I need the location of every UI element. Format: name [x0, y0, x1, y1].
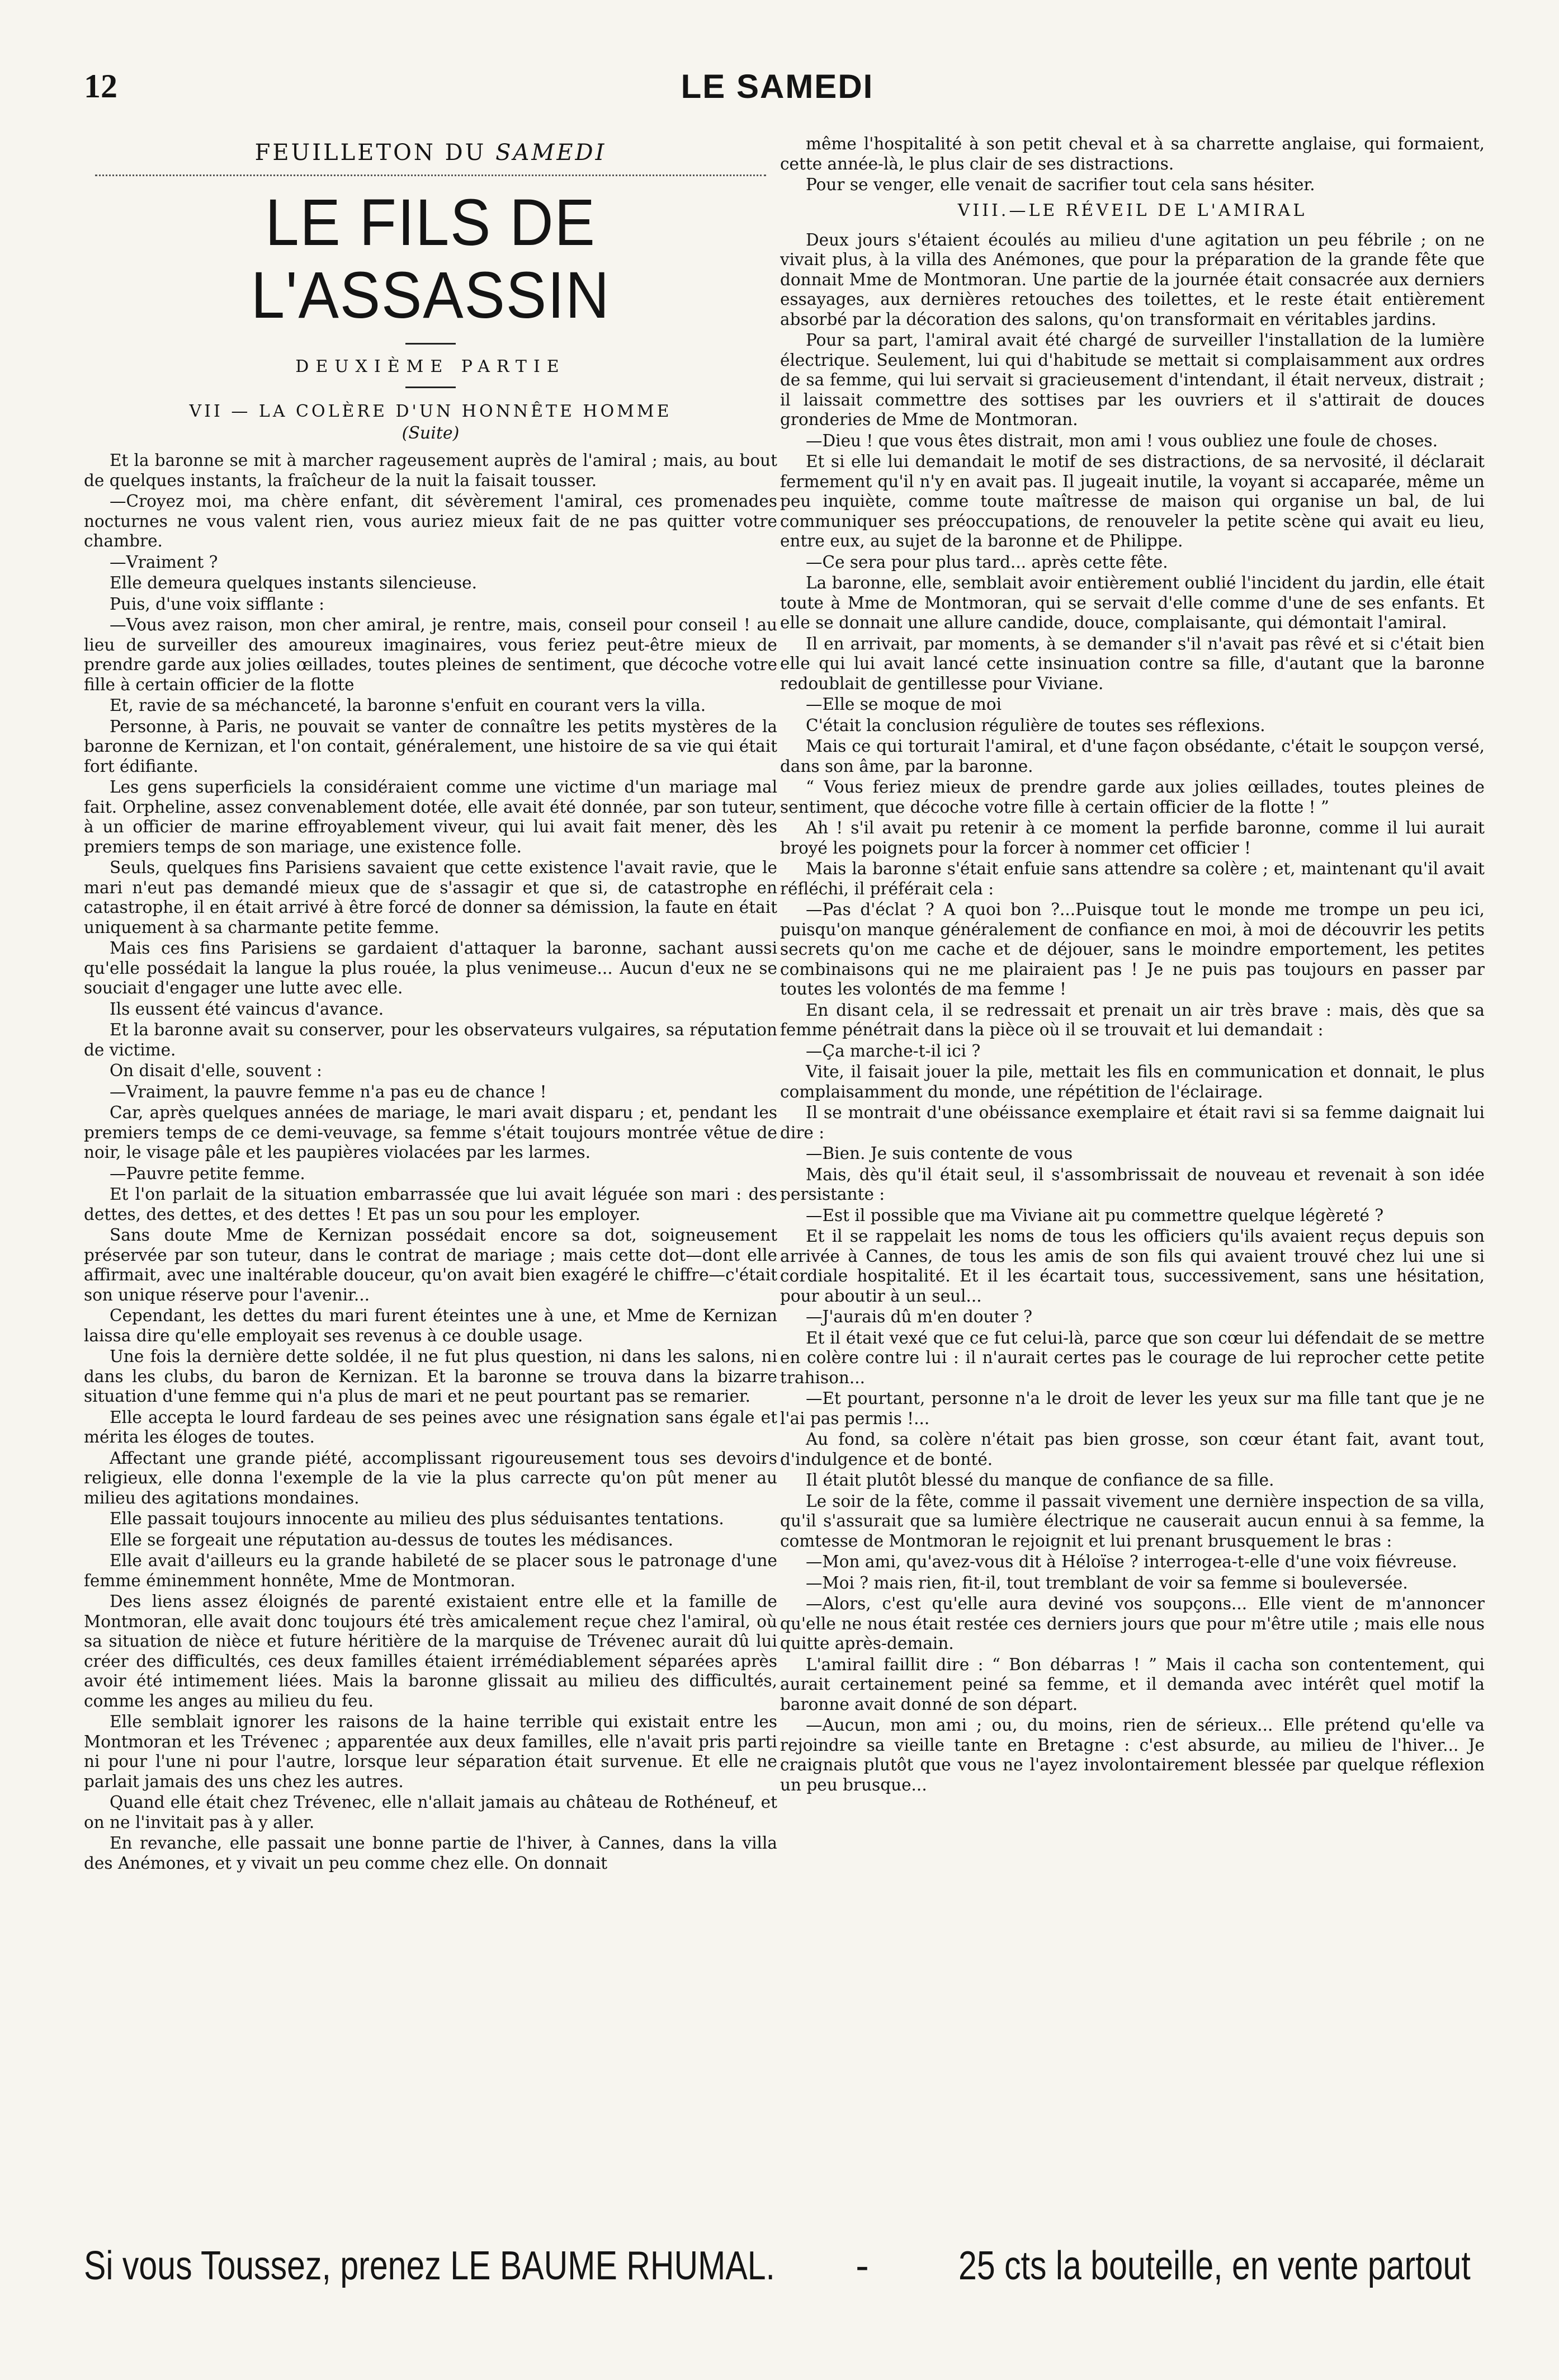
paragraph: Au fond, sa colère n'était pas bien grosse, son cœur étant fait, avant tout, d'indulgence et de bonté.: [780, 1430, 1485, 1469]
right-text-body: [780, 230, 1485, 1795]
paragraph: Personne, à Paris, ne pouvait se vanter de connaître les petits mystères de la baronne de Kernizan, et l'on contait, généralement, une histoire de sa vie qui était fort édifiante.: [84, 717, 777, 776]
paragraph: —Pauvre petite femme.: [110, 1163, 305, 1183]
paragraph: Mais la baronne s'était enfuie sans attendre sa colère ; et, maintenant qu'il avait réfléchi, il préférait cela :: [780, 859, 1485, 898]
paragraph: —Aucun, mon ami ; ou, du moins, rien de sérieux... Elle prétend qu'elle va rejoindre sa vieille tante en Bretagne : c'est absurde, au milieu de l'hiver... Je craignais plutôt que vous ne l'ayez involontairement blessée par quelque réflexion un peu brusque...: [780, 1716, 1485, 1794]
paragraph: On disait d'elle, souvent :: [110, 1061, 322, 1080]
feuilleton-heading: [84, 140, 777, 166]
paragraph: —Vraiment, la pauvre femme n'a pas eu de chance !: [110, 1082, 547, 1101]
advert-right: 25 cts la bouteille, en vente partout: [958, 2244, 1471, 2288]
paragraph: Et il était vexé que ce fut celui-là, parce que son cœur lui défendait de se mettre en colère contre lui : il n'aurait certes pas le courage de lui reprocher cette petite trahison...: [780, 1328, 1485, 1387]
paragraph: Elle accepta le lourd fardeau de ses peines avec une résignation sans égale et mérita les éloges de toutes.: [84, 1407, 777, 1446]
paragraph: Des liens assez éloignés de parenté existaient entre elle et la famille de Montmoran, elle avait donc toujours été très amicalement reçue chez l'amiral, où sa situation de nièce et future héritière de la marquise de Trévenec aurait dû lui créer des difficultés, ces deux familles étaient irrémédiablement séparées après avoir été intimement liées. Mais la baronne glissait au milieu des difficultés, comme les anges au milieu du feu.: [84, 1592, 777, 1710]
paragraph: Mais ces fins Parisiens se gardaient d'attaquer la baronne, sachant aussi qu'elle possédait la langue la plus rouée, la plus venimeuse... Aucun d'eux ne se souciait d'engager une lutte avec elle.: [84, 939, 777, 997]
paragraph: Quand elle était chez Trévenec, elle n'allait jamais au château de Rothéneuf, et on ne l'invitait pas à y aller.: [84, 1793, 777, 1832]
paragraph: Et, ravie de sa méchanceté, la baronne s'enfuit en courant vers la villa.: [110, 696, 706, 715]
paragraph: Vite, il faisait jouer la pile, mettait les fils en communication et donnait, le plus complaisamment du monde, une répétition de l'éclairage.: [780, 1062, 1485, 1101]
paragraph: —Alors, c'est qu'elle aura deviné vos soupçons... Elle vient de m'annoncer qu'elle ne nous était restée ces derniers jours que pour m'être utile ; mais elle nous quitte après-demain.: [780, 1594, 1485, 1653]
paragraph: Sans doute Mme de Kernizan possédait encore sa dot, soigneusement préservée par son tuteur, dans le contrat de mariage ; mais cette dot—dont elle affirmait, avec une inaltérable douceur, qu'on avait bien exagéré le chiffre—c'était son unique réserve pour l'avenir...: [84, 1226, 777, 1304]
paragraph: C'était la conclusion régulière de toutes ses réflexions.: [806, 715, 1265, 735]
part-heading: DEUXIÈME PARTIE: [295, 357, 566, 376]
paragraph: Car, après quelques années de mariage, le mari avait disparu ; et, pendant les premiers temps de ce demi-veuvage, sa femme s'était toujours montrée vêtue de noir, le visage pâle et les paupières violacées par les larmes.: [84, 1103, 777, 1162]
title-rule: [405, 343, 456, 345]
paragraph: Ah ! s'il avait pu retenir à ce moment la perfide baronne, comme il lui aurait broyé les poignets pour la forcer à nommer cet officier !: [780, 818, 1485, 857]
paragraph: Mais, dès qu'il était seul, il s'assombrissait de nouveau et revenait à son idée persistante :: [780, 1165, 1485, 1204]
paragraph: Une fois la dernière dette soldée, il ne fut plus question, ni dans les salons, ni dans les clubs, du baron de Kernizan. Et la baronne se trouva dans la bizarre situation d'une femme qui n'a plus de mari et ne peut pourtant pas se remarier.: [84, 1347, 777, 1406]
paragraph: Elle se forgeait une réputation au-dessus de toutes les médisances.: [110, 1530, 673, 1549]
page-number: 12: [84, 68, 117, 105]
paragraph: Et la baronne se mit à marcher rageusement auprès de l'amiral ; mais, au bout de quelques instants, la fraîcheur de la nuit la faisait tousser.: [84, 451, 777, 490]
paragraph: même l'hospitalité à son petit cheval et à sa charrette anglaise, qui formaient, cette année-là, le plus clair de ses distractions.: [780, 134, 1485, 173]
paragraph: Et l'on parlait de la situation embarrassée que lui avait léguée son mari : des dettes, des dettes, et des dettes ! Et pas un sou pour les employer.: [84, 1185, 777, 1224]
paragraph: —J'aurais dû m'en douter ?: [806, 1307, 1033, 1326]
paragraph: Pour sa part, l'amiral avait été chargé de surveiller l'installation de la lumière électrique. Seulement, lui qui d'habitude se mettait si complaisamment aux ordres de sa femme, qui lui servait si gracieusement d'intendant, il était nerveux, distrait ; il laissait commettre des sottises par les ouvriers et il s'attirait de douces gronderies de Mme de Montmoran.: [780, 331, 1485, 429]
feuilleton-journal: SAMEDI: [495, 140, 607, 166]
paragraph: Mais ce qui torturait l'amiral, et d'une façon obsédante, c'était le soupçon versé, dans son âme, par la baronne.: [780, 737, 1485, 776]
paragraph: Affectant une grande piété, accomplissant rigoureusement tous ses devoirs religieux, elle donna l'exemple de la vie la plus carrecte qu'on pût mener au milieu des agitations mondaines.: [84, 1448, 777, 1507]
paragraph: —Vous avez raison, mon cher amiral, je rentre, mais, conseil pour conseil ! au lieu de surveiller des amoureux imaginaires, vous feriez peut-être mieux de prendre garde aux jolies œillades, toutes pleines de sentiment, que décoche votre fille à certain officier de la flotte: [84, 615, 777, 694]
paragraph: Il en arrivait, par moments, à se demander s'il n'avait pas rêvé et si c'était bien elle qui lui avait lancé cette insinuation contre sa fille, d'autant que la baronne redoublait de gentillesse pour Viviane.: [780, 634, 1485, 693]
left-column: [84, 134, 777, 2209]
paragraph: —Ce sera pour plus tard... après cette fête.: [806, 552, 1168, 572]
paragraph: En revanche, elle passait une bonne partie de l'hiver, à Cannes, dans la villa des Anémones, et y vivait un peu comme chez elle. On donnait: [84, 1834, 777, 1873]
paragraph: —Ça marche-t-il ici ?: [806, 1041, 981, 1061]
paragraph: —Est il possible que ma Viviane ait pu commettre quelque légèreté ?: [806, 1205, 1384, 1225]
journal-title: LE SAMEDI: [681, 68, 874, 105]
dotted-divider: [95, 175, 766, 176]
paragraph: “ Vous feriez mieux de prendre garde aux jolies œillades, toutes pleines de sentiment, que décoche votre fille à certain officier de la flotte ! ”: [780, 777, 1485, 817]
paragraph: La baronne, elle, semblait avoir entièrement oublié l'incident du jardin, elle était toute à Mme de Montmoran, qui se servait d'elle comme d'une de ses enfants. Et elle se donnait une allure candide, douce, complaisante, qui démontait l'amiral.: [780, 573, 1485, 632]
part-rule: [405, 387, 456, 388]
paragraph: —Dieu ! que vous êtes distrait, mon ami ! vous oubliez une foule de choses.: [806, 431, 1438, 450]
paragraph: Le soir de la fête, comme il passait vivement une dernière inspection de sa villa, qu'il s'assurait que sa lumière électrique ne causerait aucun ennui à sa femme, la comtesse de Montmoran le rejoignit et lui prenant brusquement le bras :: [780, 1491, 1485, 1550]
paragraph: —Pas d'éclat ? A quoi bon ?...Puisque tout le monde me trompe un peu ici, puisqu'on manque généralement de confiance en moi, à moi de découvrir les petits secrets qu'on me cache et de déjouer, sans le moindre emportement, les petites combinaisons qui ne me plairaient pas ! Je ne puis pas toujours en passer par toutes les volontés de ma femme !: [780, 900, 1485, 998]
paragraph: —Mon ami, qu'avez-vous dit à Héloïse ? interrogea-t-elle d'une voix fiévreuse.: [806, 1552, 1457, 1571]
paragraph: —Et pourtant, personne n'a le droit de lever les yeux sur ma fille tant que je ne l'ai pas permis !...: [780, 1389, 1485, 1428]
suite-label: (Suite): [401, 423, 460, 443]
paragraph: Il se montrait d'une obéissance exemplaire et était ravi si sa femme daignait lui dire :: [780, 1103, 1485, 1142]
paragraph: Ils eussent été vaincus d'avance.: [110, 999, 384, 1019]
right-text-top: [780, 134, 1485, 195]
feuilleton-prefix: FEUILLETON DU: [254, 140, 496, 166]
paragraph: —Moi ? mais rien, fit-il, tout tremblant de voir sa femme si bouleversée.: [806, 1573, 1408, 1592]
paragraph: —Elle se moque de moi: [806, 695, 1002, 714]
chapter-heading-viii: VIII.—LE RÉVEIL DE L'AMIRAL: [957, 200, 1307, 220]
paragraph: —Vraiment ?: [110, 552, 218, 572]
advertisement-banner: [84, 2243, 1471, 2310]
paragraph: En disant cela, il se redressait et prenait un air très brave : mais, dès que sa femme pénétrait dans la pièce où il se trouvait et lui demandait :: [780, 1000, 1485, 1039]
page-header: [84, 67, 1471, 117]
paragraph: Et il se rappelait les noms de tous les officiers qu'ils avaient reçus depuis son arrivée à Cannes, de tous les amis de son fils qui avaient trouvé chez lui une si cordiale hospitalité. Et il les écartait tous, successivement, sans une hésitation, pour aboutir à un seul...: [780, 1227, 1485, 1306]
paragraph: Puis, d'une voix sifflante :: [110, 594, 325, 614]
paragraph: Et si elle lui demandait le motif de ses distractions, de sa nervosité, il déclarait fermement qu'il n'y en avait pas. Il jugeait inutile, la voyant si accaparée, même un peu inquiète, comme toute maîtresse de maison qui organise un bal, de lui communiquer ses préoccupations, de renouveler la petite scène qui avait eu lieu, entre eux, au sujet de la baronne et de Philippe.: [780, 452, 1485, 550]
paragraph: Elle semblait ignorer les raisons de la haine terrible qui existait entre les Montmoran et les Trévenec ; apparentée aux deux familles, elle n'avait pris parti ni pour l'une ni pour l'autre, lorsque leur séparation était survenue. Et elle ne parlait jamais des uns chez les autres.: [84, 1712, 777, 1791]
paragraph: Seuls, quelques fins Parisiens savaient que cette existence l'avait ravie, que le mari n'eut pas demandé mieux que de s'assagir et que si, de catastrophe en catastrophe, il en était arrivé à être forcé de donner sa démission, la faute en était uniquement à sa charmante petite femme.: [84, 858, 777, 937]
paragraph: Elle avait d'ailleurs eu la grande habileté de se placer sous le patronage d'une femme éminemment honnête, Mme de Montmoran.: [84, 1551, 777, 1590]
paragraph: Et la baronne avait su conserver, pour les observateurs vulgaires, sa réputation de victime.: [84, 1020, 777, 1059]
paragraph: Elle passait toujours innocente au milieu des plus séduisantes tentations.: [110, 1509, 724, 1528]
left-text-body: [84, 451, 777, 1873]
advert-left: Si vous Toussez, prenez LE BAUME RHUMAL.: [84, 2244, 775, 2288]
paragraph: Les gens superficiels la considéraient comme une victime d'un mariage mal fait. Orpheline, assez convenablement dotée, elle avait été donnée, par son tuteur, à un officier de marine effroyablement viveur, qui lui avait fait mener, dès les premiers temps de son mariage, une existence folle.: [84, 777, 777, 856]
paragraph: Cependant, les dettes du mari furent éteintes une à une, et Mme de Kernizan laissa dire qu'elle employait ses revenus à ce double usage.: [84, 1306, 777, 1345]
paragraph: L'amiral faillit dire : “ Bon débarras ! ” Mais il cacha son contentement, qui aurait certainement peiné sa femme, et il demanda avec intérêt quel motif la baronne avait donné de son départ.: [780, 1655, 1485, 1714]
paragraph: Elle demeura quelques instants silencieuse.: [110, 573, 477, 592]
paragraph: —Croyez moi, ma chère enfant, dit sévèrement l'amiral, ces promenades nocturnes ne vous valent rien, vous auriez mieux fait de ne pas quitter votre chambre.: [84, 492, 777, 550]
paragraph: Il était plutôt blessé du manque de confiance de sa fille.: [806, 1471, 1274, 1490]
serial-title: LE FILS DE L'ASSASSIN: [251, 186, 611, 332]
right-column: [780, 134, 1485, 2209]
paragraph: —Bien. Je suis contente de vous: [806, 1144, 1073, 1163]
advert-separator: -: [856, 2244, 869, 2288]
paragraph: Pour se venger, elle venait de sacrifier tout cela sans hésiter.: [806, 175, 1315, 194]
paragraph: Deux jours s'étaient écoulés au milieu d'une agitation un peu fébrile ; on ne vivait plus, à la villa des Anémones, que pour la préparation de la grande fête que donnait Mme de Montmoran. Une partie de la journée était consacrée aux derniers essayages, aux dernières retouches des toilettes, et le reste était entièrement absorbé par la décoration des salons, qu'on transformait en véritables jardins.: [780, 230, 1485, 329]
chapter-heading: VII — LA COLÈRE D'UN HONNÊTE HOMME: [189, 402, 672, 421]
